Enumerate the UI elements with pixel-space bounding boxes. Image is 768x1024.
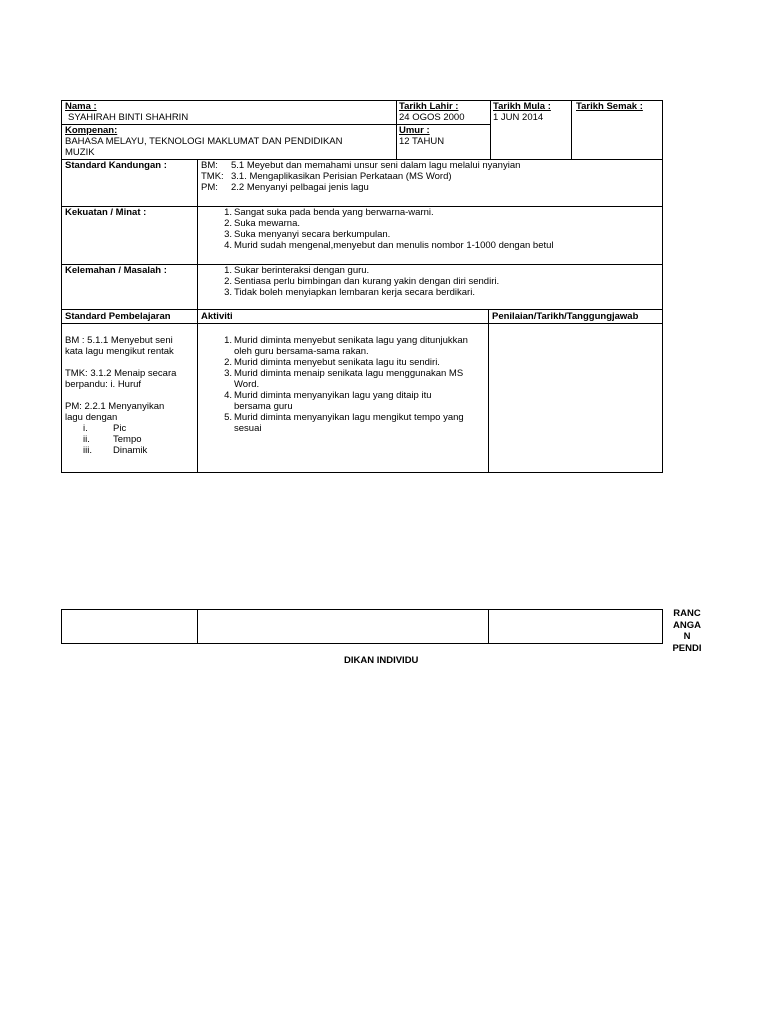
table-border [61,609,663,644]
nama-label: Nama : [65,101,97,112]
divider [396,100,397,159]
divider [488,609,489,644]
tarikh-lahir-label: Tarikh Lahir : [399,101,459,112]
list-item: 3. Murid diminta menaip senikata lagu menggunakan MS Word. [224,368,464,390]
list-item: 1. Murid diminta menyebut senikata lagu yang ditunjukkan oleh guru bersama-sama rakan. [224,335,468,357]
divider [571,100,572,159]
column-header-aktiviti: Aktiviti [201,311,233,322]
umur-value: 12 TAHUN [399,136,445,147]
list-item: 4. Murid sudah mengenal,menyebut dan menulis nombor 1-1000 dengan betul [224,240,554,251]
sp-tmk-line-1: TMK: 3.1.2 Menaip secara [65,368,177,379]
sp-bm-line-2: kata lagu mengikut rentak [65,346,174,357]
list-item: 3. Suka menyanyi secara berkumpulan. [224,229,391,240]
divider [488,309,489,473]
standard-pembelajaran-content [65,335,193,456]
side-title-line: RANC [673,608,701,619]
list-item: 3. Tidak boleh menyiapkan lembaran kerja secara berdikari. [224,287,475,298]
standard-kandungan-label: Standard Kandungan : [65,160,167,171]
list-item: 1. Sangat suka pada benda yang berwarna-warni. [224,207,434,218]
standard-kandungan-row: BM: 5.1 Meyebut dan memahami unsur seni dalam lagu melalui nyanyian [201,160,521,171]
list-item: 2. Suka mewarna. [224,218,301,229]
list-item: 5. Murid diminta menyanyikan lagu mengikut tempo yang sesuai [224,412,464,434]
column-header-standard-pembelajaran: Standard Pembelajaran [65,311,171,322]
standard-kandungan-row: TMK: 3.1. Mengaplikasikan Perisian Perkataan (MS Word) [201,171,452,182]
kekuatan-list [218,207,658,251]
kelemahan-list [218,265,658,298]
sp-pm-line-1: PM: 2.2.1 Menyanyikan [65,401,165,412]
divider [61,309,663,310]
umur-label: Umur : [399,125,430,136]
footer-title: DIKAN INDIVIDU [344,655,419,666]
column-header-penilaian: Penilaian/Tarikh/Tanggungjawab [492,311,639,322]
list-item: i. Pic [83,423,127,434]
list-item: 1. Sukar berinteraksi dengan guru. [224,265,370,276]
side-title-line: PENDI [672,642,702,654]
side-title [670,608,704,654]
sp-bm-line-1: BM : 5.1.1 Menyebut seni [65,335,173,346]
tarikh-semak-label: Tarikh Semak : [576,101,643,112]
list-item: iii. Dinamik [83,445,148,456]
kompenan-value-line-2: MUZIK [65,147,95,158]
side-title-line: N [683,631,691,642]
standard-kandungan-list [201,160,656,193]
list-item: 2. Sentiasa perlu bimbingan dan kurang yakin dengan diri sendiri. [224,276,500,287]
divider [197,609,198,644]
kompenan-value-line-1: BAHASA MELAYU, TEKNOLOGI MAKLUMAT DAN PENDIDIKAN [65,136,343,147]
kompenan-label: Kompenan: [65,125,118,136]
tarikh-mula-label: Tarikh Mula : [493,101,551,112]
aktiviti-list [218,335,486,434]
tarikh-mula-value: 1 JUN 2014 [493,112,544,123]
divider [490,100,491,159]
side-title-line: ANGA [673,619,701,631]
standard-kandungan-row: PM: 2.2 Menyanyi pelbagai jenis lagu [201,182,369,193]
kekuatan-label: Kekuatan / Minat : [65,207,147,218]
sp-tmk-line-2: berpandu: i. Huruf [65,379,142,390]
tarikh-lahir-value: 24 OGOS 2000 [399,112,465,123]
sp-pm-line-2: lagu dengan [65,412,118,423]
list-item: 2. Murid diminta menyebut senikata lagu itu sendiri. [224,357,440,368]
divider [197,159,198,473]
divider [61,323,663,324]
list-item: ii. Tempo [83,434,142,445]
nama-value: SYAHIRAH BINTI SHAHRIN [68,112,189,123]
kelemahan-label: Kelemahan / Masalah : [65,265,167,276]
list-item: 4. Murid diminta menyanyikan lagu yang ditaip itu bersama guru [224,390,432,412]
